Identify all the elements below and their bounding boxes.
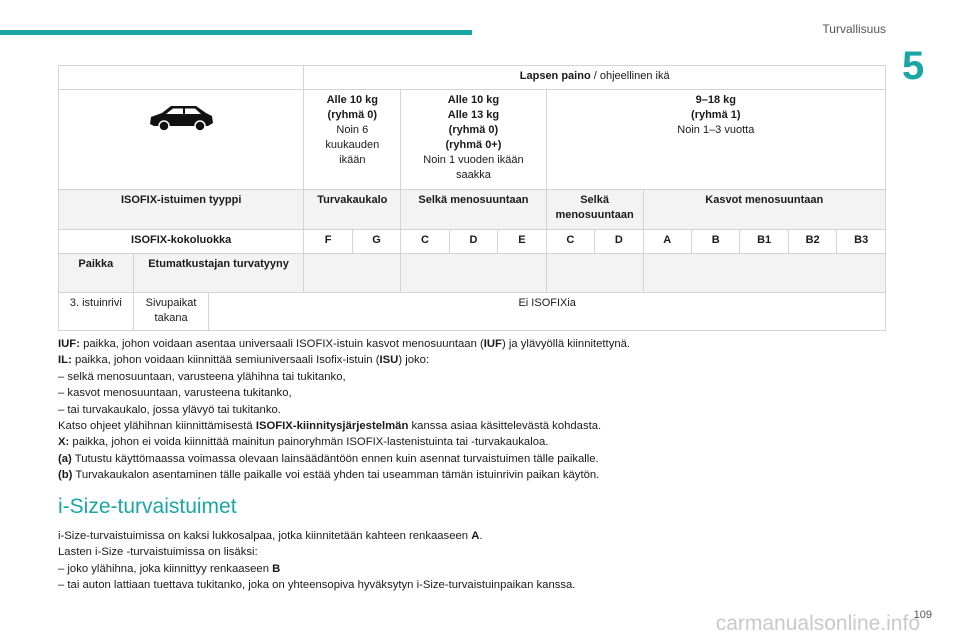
note-line bbox=[58, 336, 918, 352]
isize-line bbox=[58, 577, 918, 593]
isize-text: . bbox=[479, 530, 483, 542]
isize-emph: B bbox=[272, 562, 281, 575]
group-0-cell bbox=[304, 90, 401, 190]
type-cell: Turvakaukalo bbox=[304, 190, 401, 230]
note-key: (a) bbox=[58, 452, 72, 465]
empty-cell bbox=[643, 254, 885, 293]
note-emph: IUF bbox=[483, 338, 502, 350]
group-line: Noin 1 vuoden ikään bbox=[423, 154, 524, 166]
isize-line bbox=[58, 561, 918, 577]
isize-text: Lasten i-Size -turvaistuimissa on lisäksi: bbox=[58, 546, 258, 559]
car-icon bbox=[146, 103, 216, 133]
isofix-table bbox=[58, 65, 886, 331]
class-cell: F bbox=[304, 230, 352, 254]
third-row-label: 3. istuinrivi bbox=[59, 293, 134, 331]
weight-header-rest: / ohjeellinen ikä bbox=[590, 70, 670, 82]
note-line bbox=[58, 451, 918, 467]
class-cell: G bbox=[352, 230, 400, 254]
empty-cell bbox=[304, 254, 401, 293]
isize-text: – joko ylähihna, joka kiinnittyy renkaaseen bbox=[58, 562, 273, 575]
isize-heading: i-Size-turvaistuimet bbox=[58, 495, 237, 518]
note-emph: ISOFIX-kiinnitysjärjestelmän bbox=[255, 420, 409, 433]
class-cell: C bbox=[401, 230, 449, 254]
note-text: paikka, johon voidaan kiinnittää semiuniversaali Isofix-istuin ( bbox=[71, 354, 380, 367]
isize-text: – tai auton lattiaan tuettava tukitanko, joka on yhteensopiva hyväksytyn i-Size-turvaistuinpaikan kanssa. bbox=[58, 579, 576, 592]
group-line: Noin 1–3 vuotta bbox=[677, 124, 755, 136]
table-corner-cell bbox=[59, 66, 304, 90]
type-cell: Selkä menosuuntaan bbox=[401, 190, 546, 230]
note-text: – selkä menosuuntaan, varusteena ylähihna tai tukitanko, bbox=[58, 370, 346, 383]
note-text: ) ja ylävyöllä kiinnitettynä. bbox=[501, 338, 631, 350]
group-line: Alle 10 kg bbox=[326, 94, 378, 106]
empty-cell bbox=[401, 254, 546, 293]
class-cell: A bbox=[643, 230, 691, 254]
note-text: paikka, johon ei voida kiinnittää mainitun painoryhmän ISOFIX-lastenistuinta tai -turvakaukaloa. bbox=[69, 436, 549, 449]
note-text: Katso ohjeet ylähihnan kiinnittämisestä bbox=[58, 420, 256, 433]
group-line: 9–18 kg bbox=[695, 94, 736, 106]
chapter-number: 5 bbox=[902, 44, 925, 88]
group-0plus-cell bbox=[401, 90, 546, 190]
note-text: ) joko: bbox=[398, 354, 430, 367]
class-row-label: ISOFIX-kokoluokka bbox=[59, 230, 304, 254]
isize-emph: A bbox=[471, 530, 480, 542]
weight-header-bold: Lapsen paino bbox=[519, 70, 591, 82]
side-seats-label: Sivupaikat takana bbox=[133, 293, 209, 331]
group-line: (ryhmä 0) bbox=[327, 109, 378, 121]
no-isofix-value: Ei ISOFIXia bbox=[209, 293, 886, 331]
empty-cell bbox=[546, 254, 643, 293]
note-line bbox=[58, 352, 918, 368]
isize-block bbox=[58, 528, 918, 594]
note-line bbox=[58, 418, 918, 434]
note-text: kanssa asiaa käsittelevästä kohdasta. bbox=[408, 420, 602, 433]
class-cell: C bbox=[546, 230, 594, 254]
weight-header bbox=[304, 66, 886, 90]
car-cell bbox=[59, 90, 304, 190]
class-cell: D bbox=[449, 230, 497, 254]
airbag-label: Etumatkustajan turvatyyny bbox=[133, 254, 304, 293]
class-cell: E bbox=[498, 230, 546, 254]
note-key: (b) bbox=[58, 469, 73, 482]
group-line: Noin 6 bbox=[336, 124, 369, 136]
place-label: Paikka bbox=[59, 254, 134, 293]
type-row-label: ISOFIX-istuimen tyyppi bbox=[59, 190, 304, 230]
note-line bbox=[58, 467, 918, 483]
note-text: – kasvot menosuuntaan, varusteena tukitanko, bbox=[58, 387, 292, 400]
group-line: Alle 10 kg bbox=[447, 94, 500, 106]
note-emph: ISU bbox=[379, 354, 399, 367]
group-line: (ryhmä 0+) bbox=[445, 139, 502, 151]
note-text: Turvakaukalon asentaminen tälle paikalle voi estää yhden tai useamman tämän istuinrivin paikan käytön. bbox=[72, 469, 600, 482]
note-line bbox=[58, 385, 918, 401]
header-accent-bar bbox=[0, 30, 472, 35]
group-line: (ryhmä 0) bbox=[448, 124, 499, 136]
isize-line bbox=[58, 544, 918, 560]
notes-block bbox=[58, 336, 918, 484]
page-number: 109 bbox=[913, 609, 932, 621]
group-line: Alle 13 kg bbox=[447, 109, 500, 121]
class-cell: B1 bbox=[740, 230, 788, 254]
note-line bbox=[58, 402, 918, 418]
type-cell: Kasvot menosuuntaan bbox=[643, 190, 885, 230]
group-line: ikään bbox=[339, 154, 366, 166]
isize-line bbox=[58, 528, 918, 544]
watermark: carmanualsonline.info bbox=[715, 612, 920, 635]
note-text: paikka, johon voidaan asentaa universaali ISOFIX-istuin kasvot menosuuntaan ( bbox=[79, 338, 484, 350]
class-cell: B2 bbox=[788, 230, 836, 254]
group-line: (ryhmä 1) bbox=[691, 109, 741, 121]
note-key: IUF: bbox=[58, 338, 80, 350]
class-cell: B bbox=[691, 230, 739, 254]
isize-text: i-Size-turvaistuimissa on kaksi lukkosalpaa, jotka kiinnitetään kahteen renkaaseen bbox=[58, 530, 472, 542]
note-line bbox=[58, 434, 918, 450]
note-line bbox=[58, 369, 918, 385]
section-title: Turvallisuus bbox=[822, 22, 886, 36]
group-line: saakka bbox=[456, 169, 491, 181]
note-key: IL: bbox=[58, 354, 72, 367]
note-text: – tai turvakaukalo, jossa ylävyö tai tukitanko. bbox=[58, 403, 281, 416]
note-text: Tutustu käyttömaassa voimassa olevaan lainsäädäntöön ennen kuin asennat turvaistuimen tälle paikalle. bbox=[71, 452, 599, 465]
group-1-cell bbox=[546, 90, 885, 190]
class-cell: D bbox=[595, 230, 643, 254]
type-cell: Selkä menosuuntaan bbox=[546, 190, 643, 230]
note-key: X: bbox=[58, 436, 70, 449]
class-cell: B3 bbox=[837, 230, 886, 254]
group-line: kuukauden bbox=[325, 139, 380, 151]
